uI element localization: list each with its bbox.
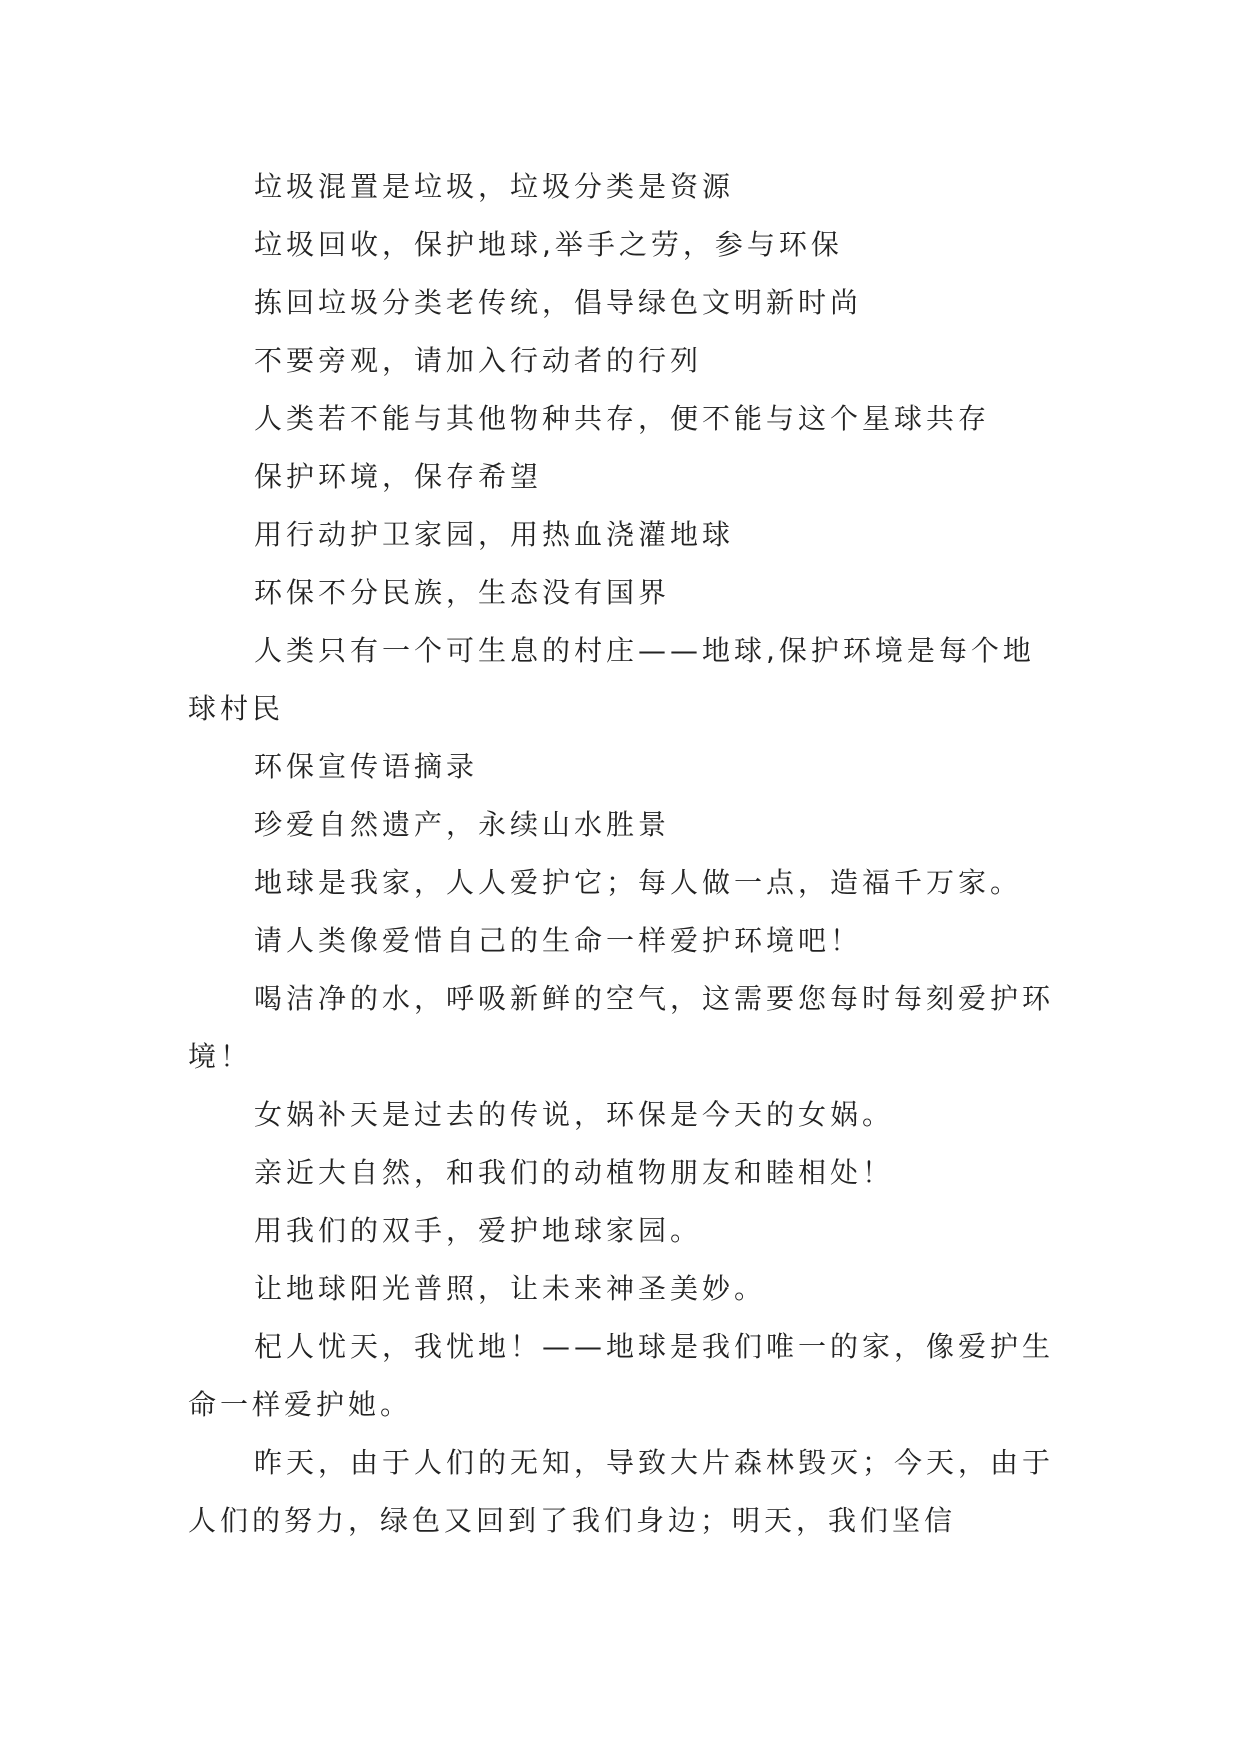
paragraph: 环保不分民族，生态没有国界	[254, 576, 671, 609]
paragraph: 拣回垃圾分类老传统，倡导绿色文明新时尚	[254, 286, 863, 319]
paragraph: 请人类像爱惜自己的生命一样爱护环境吧！	[254, 924, 863, 957]
paragraph: 环保宣传语摘录	[254, 750, 479, 783]
paragraph: 不要旁观，请加入行动者的行列	[254, 344, 703, 377]
document-body	[188, 158, 1058, 1550]
paragraph: 让地球阳光普照，让未来神圣美妙。	[254, 1272, 767, 1305]
paragraph: 人类若不能与其他物种共存，便不能与这个星球共存	[254, 402, 991, 435]
paragraph: 杞人忧天，我忧地！——地球是我们唯一的家，像爱护生命一样爱护她。	[188, 1330, 1055, 1421]
paragraph: 垃圾混置是垃圾，垃圾分类是资源	[254, 170, 735, 203]
paragraph: 人类只有一个可生息的村庄——地球,保护环境是每个地球村民	[188, 634, 1035, 725]
paragraph: 喝洁净的水，呼吸新鲜的空气，这需要您每时每刻爱护环境！	[188, 982, 1055, 1073]
paragraph: 亲近大自然，和我们的动植物朋友和睦相处！	[254, 1156, 895, 1189]
paragraph: 垃圾回收，保护地球,举手之劳，参与环保	[254, 228, 843, 261]
paragraph: 昨天，由于人们的无知，导致大片森林毁灭；今天，由于人们的努力，绿色又回到了我们身边；明天，我们坚信	[188, 1446, 1055, 1537]
paragraph: 地球是我家，人人爱护它；每人做一点，造福千万家。	[254, 866, 1023, 899]
paragraph: 用行动护卫家园，用热血浇灌地球	[254, 518, 735, 551]
paragraph: 珍爱自然遗产，永续山水胜景	[254, 808, 671, 841]
paragraph: 用我们的双手，爱护地球家园。	[254, 1214, 703, 1247]
paragraph: 保护环境，保存希望	[254, 460, 543, 493]
paragraph: 女娲补天是过去的传说，环保是今天的女娲。	[254, 1098, 895, 1131]
